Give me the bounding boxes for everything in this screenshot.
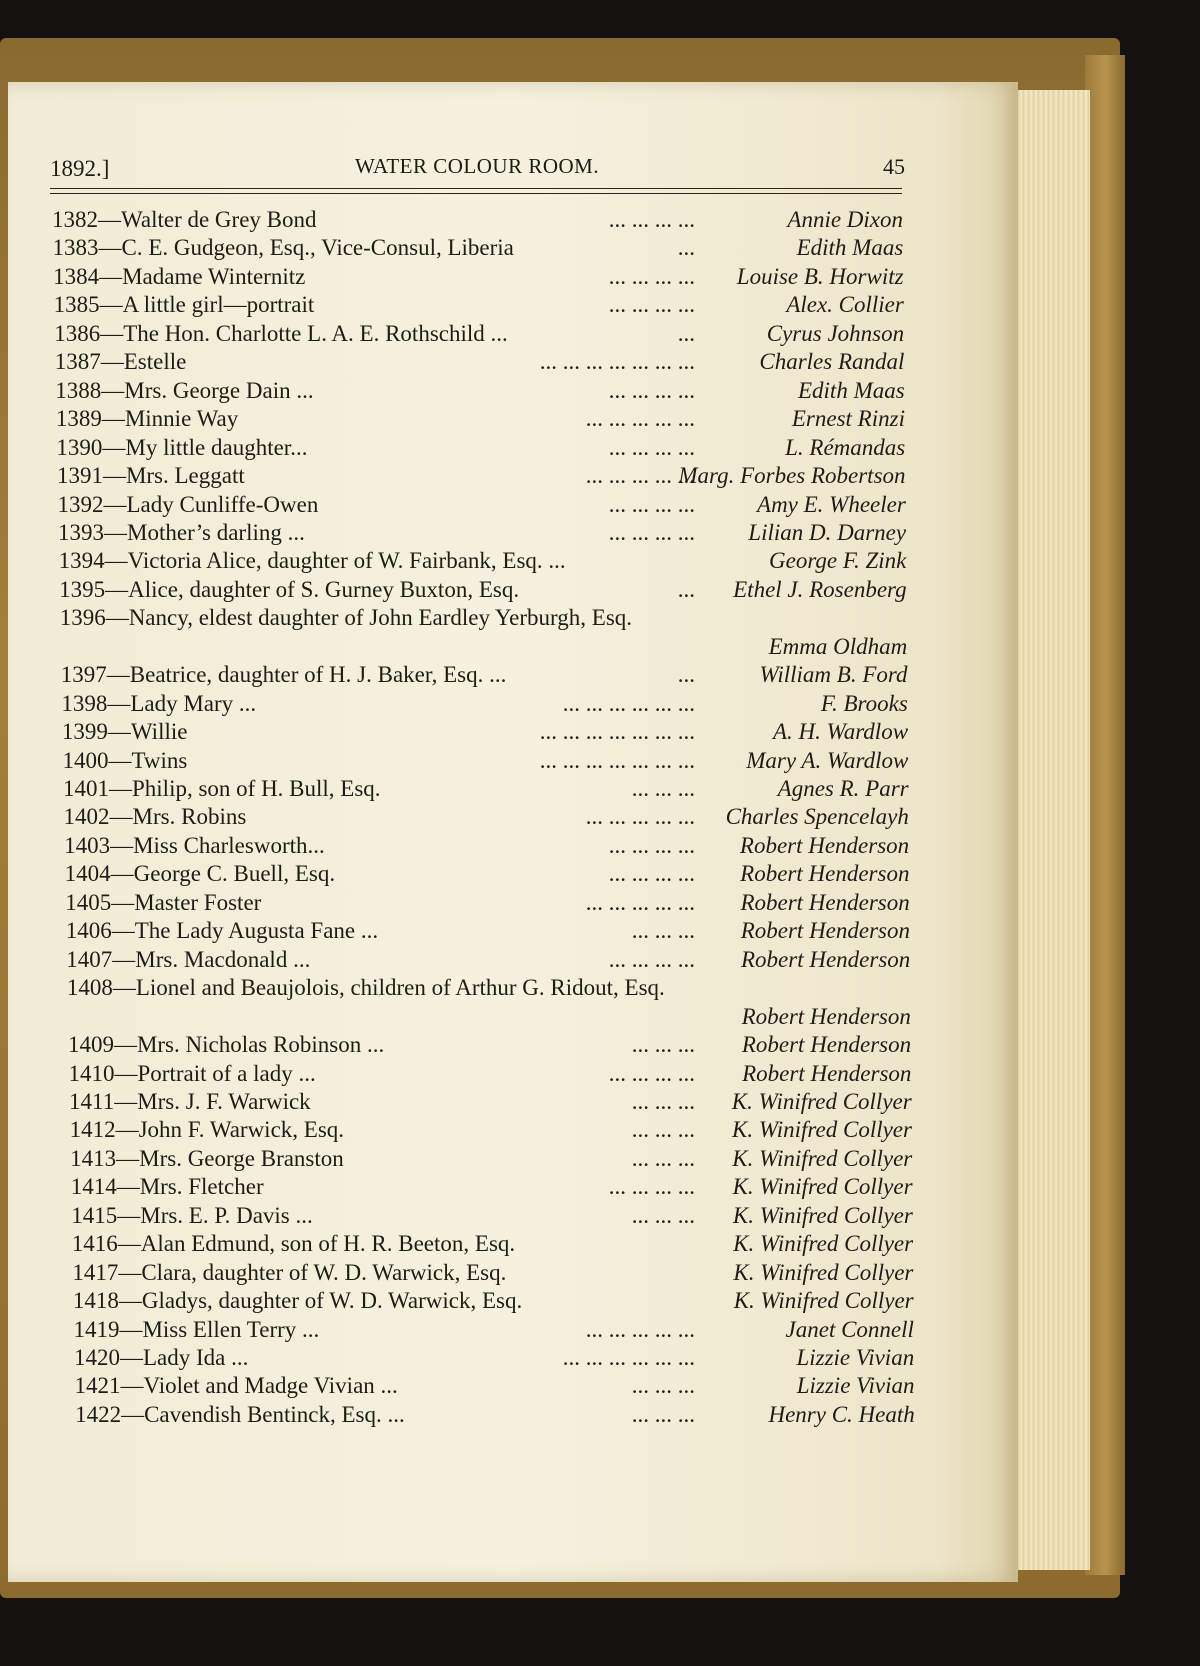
entry-artist: Annie Dixon (787, 207, 903, 232)
entry-title: 1397—Beatrice, daughter of H. J. Baker, Esq. ... (60, 662, 507, 688)
entry-title: 1402—Mrs. Robins (63, 804, 247, 830)
entry-title: 1417—Clara, daughter of W. D. Warwick, Esq. (72, 1259, 507, 1285)
entry-title: 1405—Master Foster (65, 889, 262, 915)
entry-artist: Marg. Forbes Robertson (678, 463, 906, 489)
entry-artist: K. Winifred Collyer (733, 1288, 914, 1314)
entry-title: 1407—Mrs. Macdonald ... (66, 946, 311, 972)
entry-artist: Robert Henderson (741, 946, 911, 972)
entry-leader-dots: ... ... ... ... (608, 263, 695, 289)
entry-leader-dots: ... ... ... ... ... ... ... (539, 719, 695, 745)
entry-leader-dots: ... ... ... ... (608, 377, 695, 403)
header-title: WATER COLOUR ROOM. (355, 154, 600, 178)
entry-artist: Edith Maas (797, 377, 905, 403)
entry-artist: K. Winifred Collyer (732, 1117, 912, 1143)
entry-title: 1418—Gladys, daughter of W. D. Warwick, Esq. (72, 1288, 523, 1314)
entry-artist: Robert Henderson (741, 1003, 911, 1029)
entry-title: 1384—Madame Winternitz (53, 263, 306, 289)
entry-title: 1394—Victoria Alice, daughter of W. Fairbank, Esq. ... (58, 548, 566, 574)
entry-artist: Alex. Collier (786, 292, 904, 318)
entry-artist: Agnes R. Parr (777, 776, 909, 801)
entry-title: 1410—Portrait of a lady ... (68, 1060, 316, 1086)
entry-title: 1391—Mrs. Leggatt (56, 463, 245, 489)
entry-artist: George F. Zink (769, 548, 907, 574)
entry-leader-dots: ... (677, 576, 695, 602)
entry-leader-dots: ... ... ... ... ... (585, 889, 695, 915)
entry-leader-dots: ... ... ... (631, 1032, 695, 1058)
entry-title: 1398—Lady Mary ... (61, 690, 257, 716)
entry-title: 1399—Willie (61, 719, 188, 745)
entry-title: 1396—Nancy, eldest daughter of John Eardley Yerburgh, Esq. (59, 605, 633, 631)
entry-artist: Charles Randal (759, 349, 905, 375)
entry-artist: K. Winifred Collyer (732, 1174, 913, 1200)
entry-artist: Henry C. Heath (768, 1401, 915, 1427)
entry-leader-dots: ... ... ... ... (608, 946, 695, 972)
entry-leader-dots: ... (677, 662, 695, 688)
entry-leader-dots: ... ... ... ... ... (585, 463, 695, 489)
entry-artist: Robert Henderson (740, 889, 910, 915)
entry-title: 1395—Alice, daughter of S. Gurney Buxton, Esq. (59, 576, 520, 602)
entry-title: 1401—Philip, son of H. Bull, Esq. (63, 776, 381, 801)
entry-artist: Cyrus Johnson (766, 320, 905, 346)
entry-artist: L. Rémandas (785, 434, 906, 460)
entry-title: 1392—Lady Cunliffe-Owen (57, 491, 319, 517)
entry-title: 1414—Mrs. Fletcher (70, 1174, 264, 1200)
entry-leader-dots: ... ... ... (631, 1145, 695, 1171)
entry-artist: Robert Henderson (740, 918, 910, 944)
entry-artist: Lilian D. Darney (748, 519, 907, 545)
entry-artist: Ernest Rinzi (791, 406, 905, 432)
entry-title: 1386—The Hon. Charlotte L. A. E. Rothschild ... (54, 320, 508, 346)
entry-artist: A. H. Wardlow (773, 719, 909, 745)
entry-artist: K. Winifred Collyer (733, 1231, 914, 1257)
entry-title: 1387—Estelle (54, 349, 187, 375)
entry-leader-dots: ... ... ... ... ... ... (562, 1345, 695, 1370)
entry-leader-dots: ... ... ... ... ... (585, 1316, 695, 1342)
entry-artist: K. Winifred Collyer (731, 1088, 912, 1114)
entry-title: 1403—Miss Charlesworth... (64, 832, 325, 858)
entry-leader-dots: ... ... ... ... (608, 491, 695, 517)
entry-artist: Emma Oldham (768, 633, 908, 659)
entry-title: 1406—The Lady Augusta Fane ... (65, 918, 379, 944)
entry-leader-dots: ... ... ... (631, 1373, 695, 1399)
entry-leader-dots: ... ... ... ... (608, 832, 695, 858)
entry-artist: F. Brooks (820, 690, 908, 716)
entry-leader-dots: ... ... ... ... (608, 434, 695, 460)
entry-artist: Robert Henderson (741, 1032, 912, 1058)
entry-artist: Amy E. Wheeler (757, 491, 906, 517)
entry-title: 1382—Walter de Grey Bond (52, 207, 317, 232)
entry-artist: Ethel J. Rosenberg (733, 576, 907, 602)
entry-leader-dots: ... (677, 320, 695, 346)
entry-leader-dots: ... ... ... ... (608, 861, 695, 887)
entry-artist: Louise B. Horwitz (736, 263, 904, 289)
entry-title: 1422—Cavendish Bentinck, Esq. ... (75, 1401, 405, 1427)
entry-leader-dots: ... ... ... (631, 918, 695, 944)
entry-leader-dots: ... ... ... ... (608, 519, 695, 545)
entry-leader-dots: ... ... ... ... ... ... ... (539, 747, 695, 773)
entry-title: 1390—My little daughter... (56, 434, 308, 460)
entry-title: 1388—Mrs. George Dain ... (55, 377, 314, 403)
entry-artist: William B. Ford (759, 662, 908, 688)
entry-leader-dots: ... (677, 235, 695, 261)
entry-leader-dots: ... ... ... ... ... (585, 406, 695, 432)
entry-leader-dots: ... ... ... ... ... ... ... (539, 349, 695, 375)
entry-artist: Mary A. Wardlow (746, 747, 909, 773)
entry-leader-dots: ... ... ... ... (608, 1174, 695, 1200)
entry-leader-dots: ... ... ... ... ... (585, 804, 695, 830)
entry-artist: K. Winifred Collyer (732, 1202, 913, 1228)
entry-artist: Robert Henderson (742, 1060, 912, 1086)
entry-leader-dots: ... ... ... ... (608, 207, 695, 232)
entry-title: 1409—Mrs. Nicholas Robinson ... (67, 1032, 385, 1058)
entry-artist: K. Winifred Collyer (733, 1259, 914, 1285)
entry-title: 1411—Mrs. J. F. Warwick (69, 1088, 311, 1114)
entry-title: 1385—A little girl—portrait (53, 292, 315, 318)
entry-artist: Robert Henderson (740, 861, 910, 887)
entry-leader-dots: ... ... ... (631, 1202, 695, 1228)
entry-artist: Robert Henderson (739, 832, 910, 858)
entry-artist: Charles Spencelayh (725, 804, 909, 830)
header-page-number: 45 (883, 154, 905, 179)
entry-leader-dots: ... ... ... (631, 776, 695, 801)
entry-artist: Edith Maas (796, 235, 904, 261)
entry-leader-dots: ... ... ... ... (608, 1060, 695, 1086)
entry-artist: Janet Connell (785, 1316, 914, 1342)
entry-title: 1408—Lionel and Beaujolois, children of Arthur G. Ridout, Esq. (66, 975, 665, 1001)
entry-title: 1420—Lady Ida ... (74, 1345, 249, 1370)
header-year: 1892.] (50, 156, 110, 181)
entry-title: 1421—Violet and Madge Vivian ... (74, 1373, 398, 1399)
entry-title: 1383—C. E. Gudgeon, Esq., Vice-Consul, Liberia (52, 235, 514, 261)
entry-title: 1413—Mrs. George Branston (70, 1145, 344, 1171)
entry-leader-dots: ... ... ... (631, 1117, 695, 1143)
entry-leader-dots: ... ... ... ... (608, 292, 695, 318)
entry-title: 1404—George C. Buell, Esq. (64, 861, 336, 887)
entry-artist: K. Winifred Collyer (732, 1145, 913, 1171)
entry-leader-dots: ... ... ... ... ... ... (562, 690, 695, 716)
entry-artist: Lizzie Vivian (796, 1345, 915, 1370)
entry-title: 1416—Alan Edmund, son of H. R. Beeton, Esq. (71, 1231, 516, 1257)
entry-title: 1400—Twins (62, 747, 188, 773)
entry-leader-dots: ... ... ... (631, 1088, 695, 1114)
entry-title: 1389—Minnie Way (55, 406, 239, 432)
entry-title: 1412—John F. Warwick, Esq. (69, 1117, 345, 1143)
entry-title: 1393—Mother’s darling ... (58, 519, 305, 545)
entry-artist: Lizzie Vivian (796, 1373, 915, 1399)
entry-leader-dots: ... ... ... (631, 1401, 695, 1427)
entry-title: 1419—Miss Ellen Terry ... (73, 1316, 320, 1342)
entry-title: 1415—Mrs. E. P. Davis ... (71, 1202, 313, 1228)
